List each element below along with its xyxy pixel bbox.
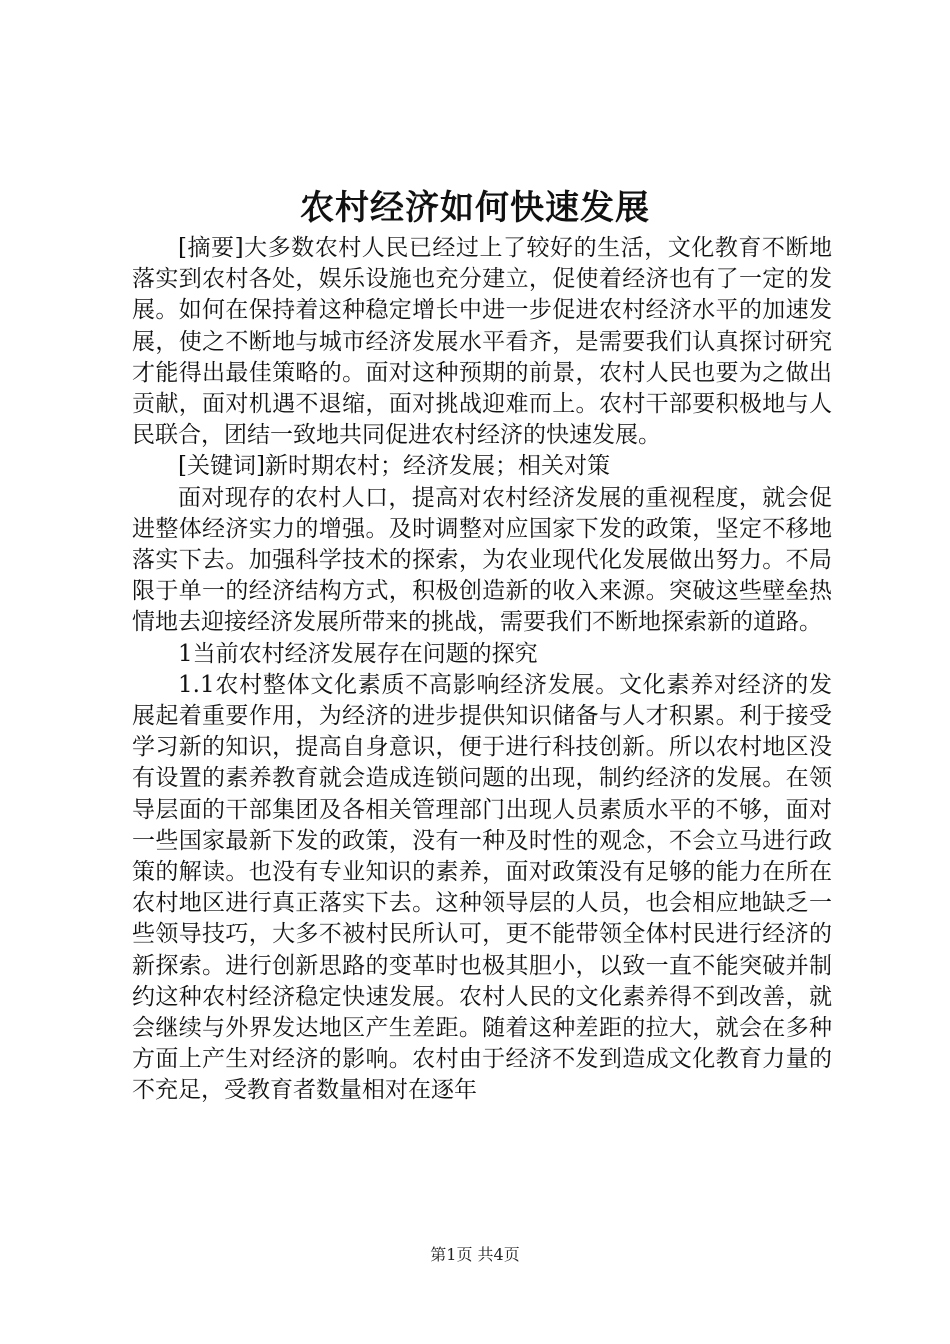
section-heading: 1当前农村经济发展存在问题的探究 — [178, 640, 538, 667]
document-title: 农村经济如何快速发展 — [300, 188, 650, 228]
document-body — [132, 233, 832, 1107]
intro-paragraph: 面对现存的农村人口，提高对农村经济发展的重视程度，就会促进整体经济实力的增强。及时调整对应国家下发的政策，坚定不移地落实下去。加强科学技术的探索，为农业现代化发展做出努力。不局限于单一的经济结构方式，积极创造新的收入来源。突破这些壁垒热情地去迎接经济发展所带来的挑战，需要我们不断地探索新的道路。 — [132, 484, 832, 636]
keywords-paragraph: [关键词]新时期农村；经济发展；相关对策 — [178, 453, 610, 480]
subsection-paragraph: 1.1农村整体文化素质不高影响经济发展。文化素养对经济的发展起着重要作用，为经济的进步提供知识储备与人才积累。利于接受学习新的知识，提高自身意识，便于进行科技创新。所以农村地区没有设置的素养教育就会造成连锁问题的出现，制约经济的发展。在领导层面的干部集团及各相关管理部门出现人员素质水平的不够，面对一些国家最新下发的政策，没有一种及时性的观念，不会立马进行政策的解读。也没有专业知识的素养，面对政策没有足够的能力在所在农村地区进行真正落实下去。这种领导层的人员，也会相应地缺乏一些领导技巧，大多不被村民所认可，更不能带领全体村民进行经济的新探索。进行创新思路的变革时也极其胆小，以致一直不能突破并制约这种农村经济稳定快速发展。农村人民的文化素养得不到改善，就会继续与外界发达地区产生差距。随着这种差距的拉大，就会在多种方面上产生对经济的影响。农村由于经济不发到造成文化教育力量的不充足，受教育者数量相对在逐年 — [132, 671, 832, 1104]
abstract-paragraph: [摘要]大多数农村人民已经过上了较好的生活，文化教育不断地落实到农村各处，娱乐设施也充分建立，促使着经济也有了一定的发展。如何在保持着这种稳定增长中进一步促进农村经济水平的加速发展，使之不断地与城市经济发展水平看齐，是需要我们认真探讨研究才能得出最佳策略的。面对这种预期的前景，农村人民也要为之做出贡献，面对机遇不退缩，面对挑战迎难而上。农村干部要积极地与人民联合，团结一致地共同促进农村经济的快速发展。 — [132, 235, 832, 449]
page-footer: 第1页 共4页 — [430, 1245, 520, 1264]
